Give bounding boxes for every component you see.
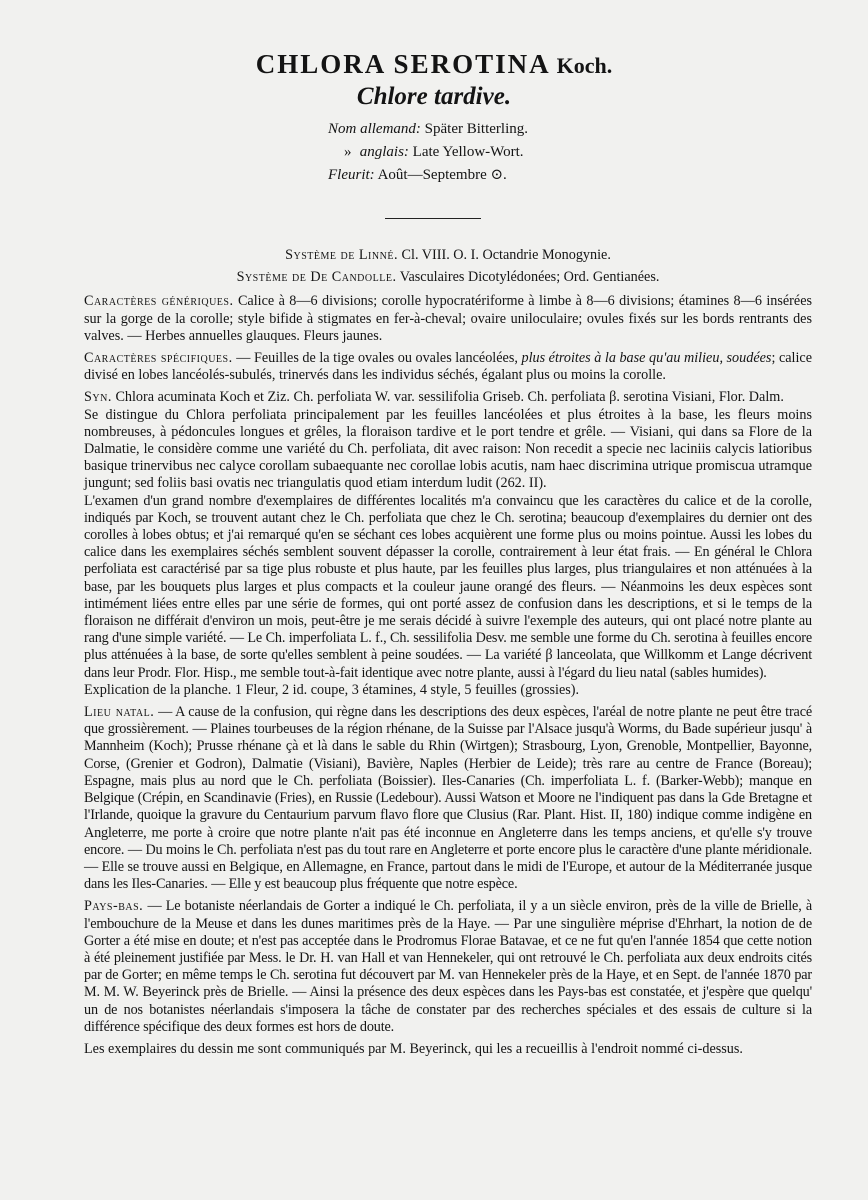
systeme-linne-text: Cl. VIII. O. I. Octandrie Monogynie. bbox=[401, 247, 611, 263]
flowering-label: Fleurit: bbox=[328, 167, 375, 183]
specific-characters-text-b: ; calice divisé en lobes lancéolés-subulés, trinervés dans les individus séchés, égalant plus ou moins la corolle. bbox=[84, 350, 813, 384]
german-name-value: Später Bitterling. bbox=[424, 121, 528, 137]
paragraph-specimens: Les exemplaires du dessin me sont communiqués par M. Beyerinck, qui les a recueillis à l'endroit nommé ci-dessus. bbox=[84, 1040, 743, 1057]
main-text bbox=[84, 247, 812, 1058]
paragraph-distinction: Se distingue du Chlora perfoliata principalement par les feuilles lancéolées et plus étroites à la base, les fleurs moins nombreuses, à pédoncules longues et grêles, la floraison tardive et le port tendre et grêle. — Visiani, qui dans sa Flore de la Dalmatie, le considère comme une variété du Ch. perfoliata, dit avec raison: Non recedit a specie nec laciniis calycis latioribus basique trinervibus nec calyce corollam subaequante nec corollae lobis acutis, nam haec discrimina utrique promiscua utramque jungunt; sed foliis basi ovatis nec triangulatis quod etiam interdum ludit (262. II). bbox=[84, 406, 812, 492]
systeme-candolle-label: Système de De Candolle. bbox=[236, 269, 397, 286]
title-name: CHLORA SEROTINA bbox=[255, 49, 551, 79]
specific-characters-italic: plus étroites à la base qu'au milieu, soudées bbox=[521, 350, 772, 367]
netherlands-text: — Le botaniste néerlandais de Gorter a indiqué le Ch. perfoliata, il y a un siècle environ, près de la ville de Brielle, à l'embouchure de la Meuse et dans les dunes maritimes près de la Haye. — Par une singulière méprise d'Ehrhart, la notion de de Gorter a été mise en doute; et n'est pas acceptée dans le Prodromus Florae Batavae, et ce ne fut qu'en l'année 1854 que cette notion à été pleinement justifiée par Mess. le Dr. H. van Hall et van Hennekeler, qui ont retrouvé le Ch. perfoliata aux deux endroits cités par de Gorter; en même temps le Ch. serotina fut découvert par M. van Hennekeler près de la Haye, et en Sept. de l'année 1870 par M. M. W. Beyerinck près de Brielle. — Ainsi la présence des deux espèces dans les Pays-bas est constatée, et j'espère que quelqu' un de nos botanistes néerlandais s'imposera la tâche de constater par des recherches spéciales et des essais de culture si la différence spécifique des deux formes est hors de doute. bbox=[84, 898, 812, 1035]
common-names bbox=[328, 118, 528, 187]
specific-characters bbox=[84, 350, 812, 384]
paragraph-netherlands bbox=[84, 898, 812, 1036]
systeme-candolle-text: Vasculaires Dicotylédonées; Ord. Gentianées. bbox=[399, 269, 660, 286]
german-name-label: Nom allemand: bbox=[328, 121, 421, 137]
netherlands-label: Pays-bas. bbox=[84, 898, 144, 915]
specific-characters-label: Caractères spécifiques. bbox=[84, 350, 233, 367]
synonyms bbox=[84, 389, 812, 406]
systeme-linne-label: Système de Linné. bbox=[285, 247, 398, 263]
flowering-value: Août—Septembre ⊙. bbox=[377, 167, 507, 183]
generic-characters bbox=[84, 293, 812, 345]
paragraph-examination: L'examen d'un grand nombre d'exemplaires de différentes localités m'a convaincu que les caractères du calice et de la corolle, indiqués par Koch, se trouvent autant chez le Ch. perfoliata que chez le Ch. serotina; beaucoup d'exemplaires du dernier ont des corolles à lobes obtus; et j'ai remarqué qu'en se séchant ces lobes acquièrent une forme plus ou moins pointue. Aussi les lobes du calice dans les exemplaires séchés semblent souvent dépasser la corolle, contrairement à leur état frais. — En général le Chlora perfoliata est caractérisé par sa tige plus robuste et plus haute, par les feuilles plus larges, plus triangulaires et non atténuées à la base, par les bouquets plus larges et plus compacts et la couleur jaune orangé des fleurs. — Néanmoins les deux espèces sont intimément liées entre elles par une série de formes, qui ont porté assez de confusion dans les descriptions, et si le temps de la floraison ne différait d'environ un mois, peut-être je me serais décidé à suivre l'exemple des auteurs, qui ont placé notre plante au rang d'une simple variété. — Le Ch. imperfoliata L. f., Ch. sessilifolia Desv. me semble une forme du Ch. serotina à feuilles encore plus atténuées à la base, de sorte qu'elles semblent à peine soudées. — La variété β lanceolata, que Willkomm et Lange décrivent dans leur Prodr. Flor. Hisp., me semble tout-à-fait identique avec notre plante, aussi à l'égard du lieu natal (sables humides). bbox=[84, 492, 812, 681]
native-range-label: Lieu natal. bbox=[84, 704, 155, 721]
systeme-candolle bbox=[84, 269, 812, 286]
generic-characters-text: Calice à 8—6 divisions; corolle hypocratériforme à limbe à 8—6 divisions; étamines 8—6 insérées sur la gorge de la corolle; style bifide à stigmates en fer-à-cheval; ovaire uniloculaire; ovules fixés sur les bords rentrants des valves. — Herbes annuelles glauques. Fleurs jaunes. bbox=[84, 293, 813, 344]
generic-characters-label: Caractères génériques. bbox=[84, 293, 234, 310]
paragraph-plate-explanation: Explication de la planche. 1 Fleur, 2 id. coupe, 3 étamines, 4 style, 5 feuilles (grossies). bbox=[84, 681, 580, 698]
systeme-linne bbox=[84, 247, 812, 264]
paragraph-native-range bbox=[84, 704, 812, 893]
synonyms-label: Syn. bbox=[84, 389, 112, 406]
english-name-value: Late Yellow-Wort. bbox=[412, 144, 524, 160]
flowering-row bbox=[328, 164, 528, 187]
ditto-mark: » bbox=[344, 144, 352, 160]
native-range-text: — A cause de la confusion, qui règne dans les descriptions des deux espèces, l'aréal de notre plante ne peut être tracé que grossièrement. — Plaines tourbeuses de la région rhénane, de la Suisse par l'Alsace jusqu'à Worms, du Bade supérieur jusqu' à Mannheim (Koch); Prusse rhénane çà et là dans le sable du Rhin (Wirtgen); Strasbourg, Lyon, Grenoble, Montpellier, Bayonne, Corse, (Grenier et Godron), Dalmatie (Visiani), Bavière, Naples (Herbier de Leide); très rare au centre de France (Boreau); Espagne, mais plus au nord que le Ch. perfoliata (Boissier). Iles-Canaries (Ch. imperfoliata L. f. (Barker-Webb); manque en Belgique (Crépin, en Scandinavie (Fries), en Russie (Ledebour). Aussi Watson et Moore ne l'indiquent pas dans la Gde Bretagne et l'Irlande, quoique la gravure du Centaurium parvum flavo flore que Clusius (Rar. Plant. Hist. II, 180) indique comme indigène en Angleterre, me porte à croire que notre plante n'ait pas été inconnue en Angleterre dans les temps anciens, et qu'elle s'y trouve encore. — Du moins le Ch. perfoliata n'est pas du tout rare en Angleterre et porte encore plus le caractère d'une plante méridionale. — Elle se trouve aussi en Belgique, en Allemagne, en France, partout dans le midi de l'Europe, et autour de la Méditerranée jusque dans les Iles-Canaries. — Elle y est beaucoup plus fréquente que notre espèce. bbox=[84, 704, 812, 893]
synonyms-text: Chlora acuminata Koch et Ziz. Ch. perfoliata W. var. sessilifolia Griseb. Ch. perfoliata β. serotina Visiani, Flor. Dalm. bbox=[115, 389, 784, 406]
english-name-label: anglais: bbox=[359, 144, 409, 160]
page-subtitle: Chlore tardive. bbox=[356, 83, 512, 110]
english-name-row bbox=[328, 141, 528, 164]
title-author: Koch. bbox=[556, 53, 613, 78]
divider-rule bbox=[385, 218, 481, 219]
page-title bbox=[0, 48, 868, 82]
specific-characters-text-a: — Feuilles de la tige ovales ou ovales lancéolées, bbox=[236, 350, 518, 367]
german-name-row bbox=[328, 118, 528, 141]
